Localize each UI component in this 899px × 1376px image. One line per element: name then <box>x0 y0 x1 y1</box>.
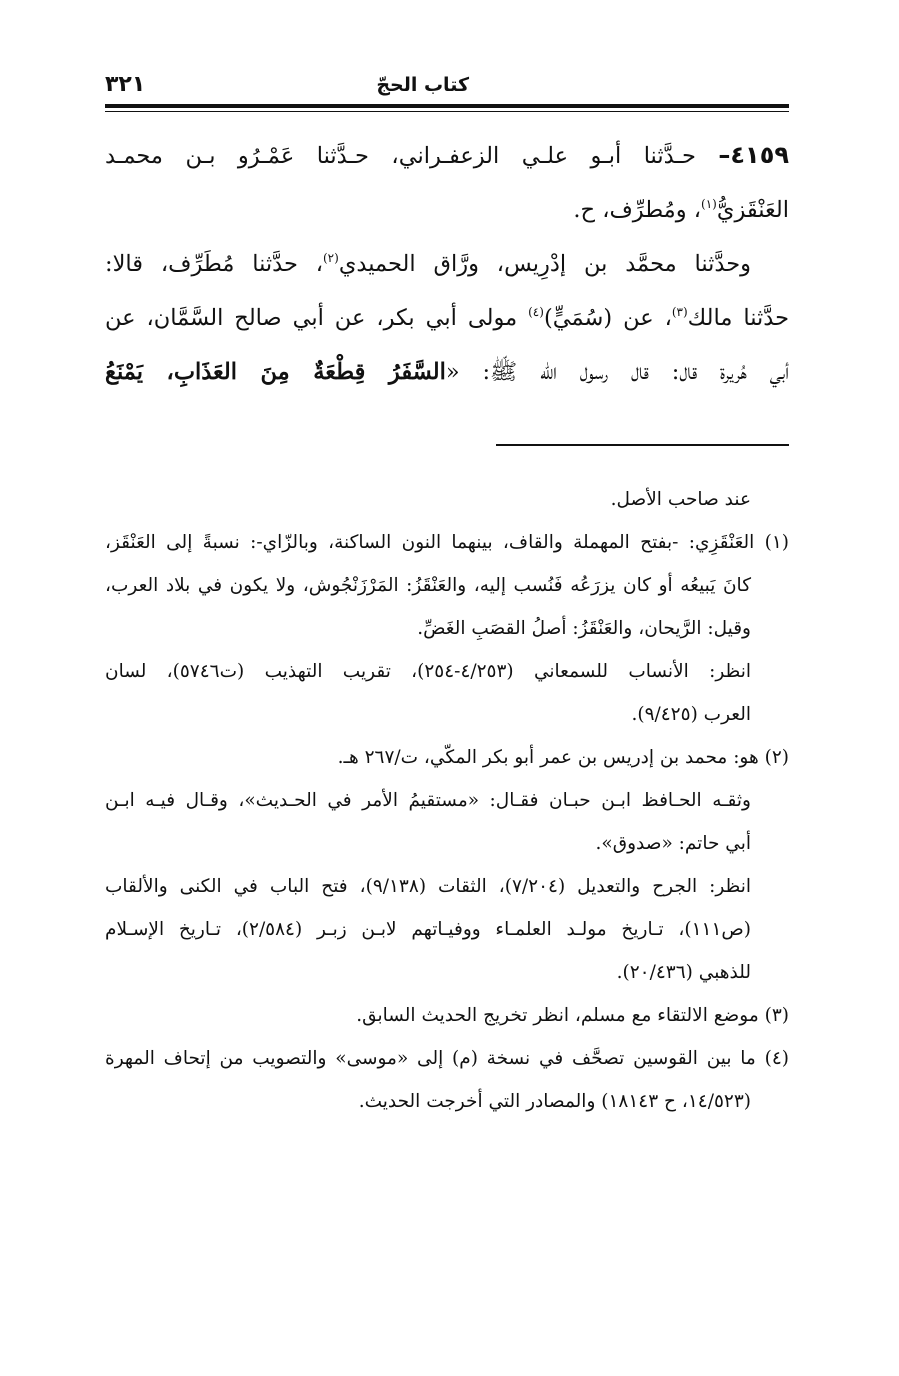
footnote-1-line-4: انظر: الأنساب للسمعاني (٤/٢٥٣-٢٥٤)، تقريب التهذيب (ت٥٧٤٦)، لسان <box>105 661 751 682</box>
footnote-2-line-6: للذهبي (٢٠/٤٣٦). <box>616 962 751 983</box>
footnote-2-line-5: (ص١١١)، تـاريخ مولـد العلمـاء ووفيـاتهم لابـن زبـر (٢/٥٨٤)، تـاريخ الإسـلام <box>105 919 751 940</box>
running-header <box>105 72 789 102</box>
footnote-4-line-1: (٤) ما بين القوسين تصحَّف في نسخة (م) إلى «موسى» والتصويب من إتحاف المهرة <box>105 1048 789 1069</box>
footnote-2-line-2: وثقـه الحـافظ ابـن حبـان فقـال: «مستقيمُ الأمر في الحـديث»، وقـال فيـه ابـن <box>105 790 751 811</box>
hadith-line-3-b: ، حدَّثنا مُطَرِّف، قالا: <box>105 251 323 277</box>
hadith-line-3-a: وحدَّثنا محمَّد بن إدْرِيس، ورَّاق الحميدي <box>338 251 751 277</box>
footnote-4-line-2: (١٤/٥٢٣، ح ١٨١٤٣) والمصادر التي أخرجت الحديث. <box>358 1091 751 1112</box>
footnote-ref-4[interactable]: (٤) <box>528 305 544 319</box>
footnote-ref-2[interactable]: (٢) <box>322 251 339 265</box>
footnote-ref-3[interactable]: (٣) <box>671 305 688 319</box>
footnote-1-line-1: (١) العَنْقَزِي: -بفتح المهملة والقاف، بينهما النون الساكنة، وبالزّاي-: نسبةً إلى العَنْقَز، <box>105 532 789 553</box>
header-rule-thick <box>105 104 789 108</box>
hadith-line-2-a: العَنْقَزيُّ <box>716 197 789 223</box>
footnote-3-line-1: (٣) موضع الالتقاء مع مسلم، انظر تخريج الحديث السابق. <box>356 1005 789 1026</box>
page-number: ٣٢١ <box>105 72 146 97</box>
footnote-ref-1[interactable]: (١) <box>701 197 717 211</box>
footnote-2-line-1: (٢) هو: محمد بن إدريس بن عمر أبو بكر المكّي، ت/٢٦٧ هـ. <box>337 747 789 768</box>
hadith-line-4-c: مولى أبي بكر، عن أبي صالح السَّمَّان، عن <box>105 305 529 331</box>
footnote-2-line-3: أبي حاتم: «صدوق». <box>595 833 751 854</box>
header-title: كتاب الحجّ <box>376 74 469 96</box>
footnote-2-line-4: انظر: الجرح والتعديل (٧/٢٠٤)، الثقات (٩/١٣٨)، فتح الباب في الكنى والألقاب <box>105 876 751 897</box>
hadith-line-2 <box>105 183 789 237</box>
hadith-line-3 <box>105 237 789 291</box>
hadith-line-1 <box>105 128 789 183</box>
footnote-1-line-5: العرب (٩/٤٢٥). <box>631 704 751 725</box>
hadith-line-4 <box>105 291 789 345</box>
hadith-number: ٤١٥٩– <box>718 141 789 169</box>
footnote-carryover: عند صاحب الأصل. <box>610 489 751 510</box>
hadith-line-4-a: حدَّثنا مالك <box>687 305 789 331</box>
hadith-line-1-text: حـدَّثنا أبـو علـي الزعفـراني، حـدَّثنا عَمْـرُو بـن محمـد <box>105 143 696 169</box>
footnotes <box>105 478 789 1123</box>
hadith-matn: السَّفَرُ قِطْعَةٌ مِنَ العَذَابِ، يَمْنَعُ <box>105 359 446 385</box>
hadith-line-5-a: أبي هُريرة قال: قال رسول الله ﷺ: « <box>445 359 789 385</box>
footnote-1-line-2: كانَ يَبيعُه أو كان يزرَعُه فَنُسب إليه، والعَنْقَزُ: المَرْزَنْجُوش، ولا يكون في بلاد العرب، <box>105 575 751 596</box>
hadith-line-5 <box>105 345 789 399</box>
hadith-text <box>105 128 789 399</box>
footnote-1-line-3: وقيل: الرَّيحان، والعَنْقَزُ: أصلُ القصَبِ الغَضِّ. <box>417 618 751 639</box>
hadith-line-4-b: ، عن (سُمَيٍّ) <box>543 305 672 331</box>
footnote-separator <box>496 444 789 446</box>
header-rule-thin <box>105 111 789 112</box>
hadith-line-2-b: ، ومُطرِّف، ح. <box>573 197 701 223</box>
